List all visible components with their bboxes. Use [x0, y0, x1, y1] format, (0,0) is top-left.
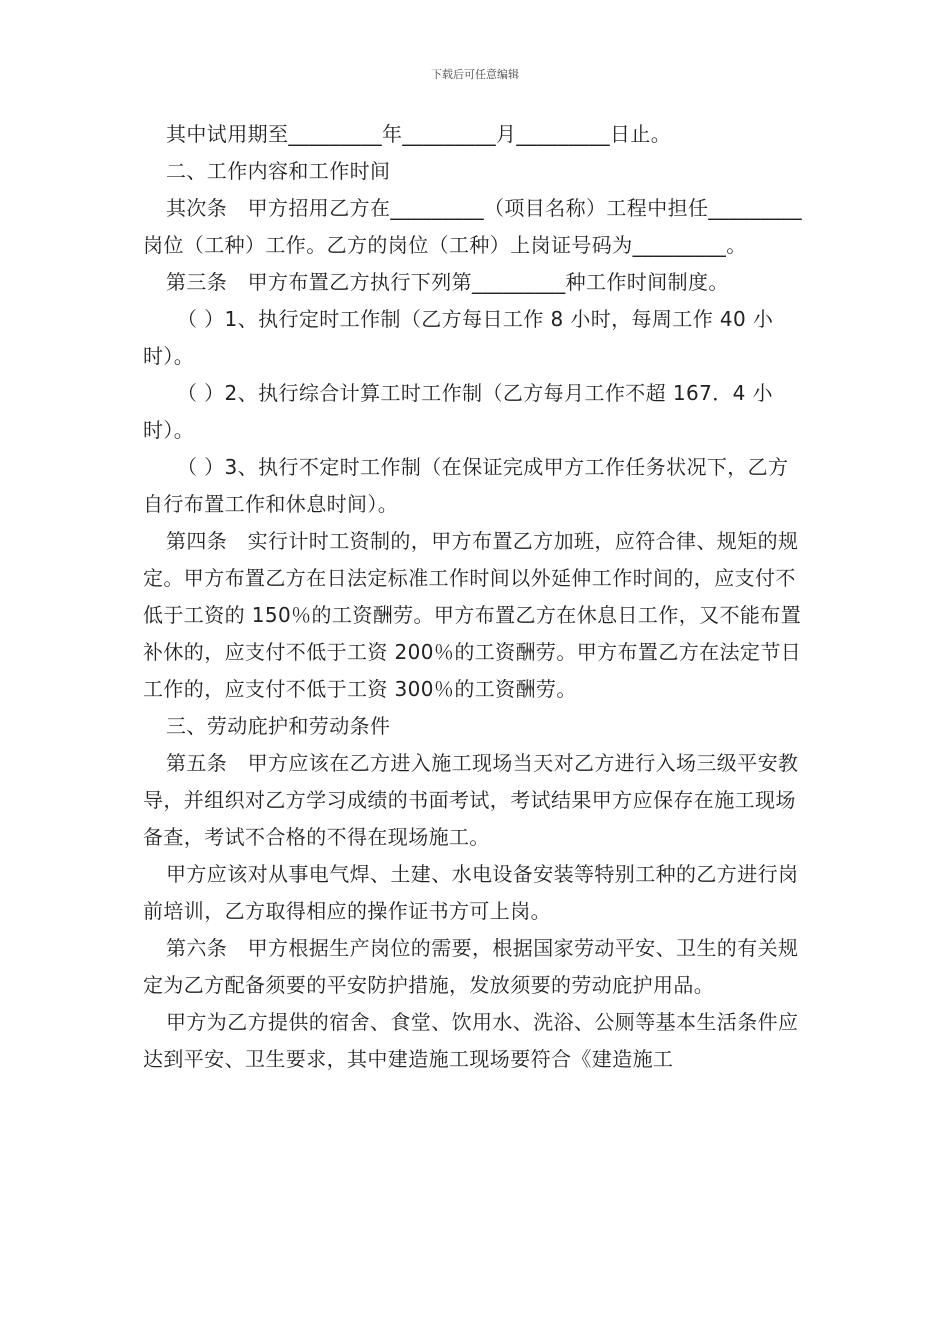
document-body	[143, 116, 807, 1078]
article-6: 第六条 甲方根据生产岗位的需要，根据国家劳动平安、卫生的有关规定为乙方配备须要的平安防护措施，发放须要的劳动庇护用品。	[143, 936, 799, 997]
article-4: 第四条 实行计时工资制的，甲方布置乙方加班，应符合律、规矩的规定。甲方布置乙方在日法定标准工作时间以外延伸工作时间的，应支付不低于工资的 150％的工资酬劳。甲方布置乙方在休息日工作，又不能布置补休的，应支付不低于工资 200％的工资酬劳。甲方布置乙方在法定节日工作的，应支付不低于工资 300％的工资酬劳。	[143, 529, 802, 701]
option-fixed-hours: （ ）1、执行定时工作制（乙方每日工作 8 小时，每周工作 40 小时）。	[143, 307, 774, 368]
section-heading-work-content: 二、工作内容和工作时间	[166, 159, 391, 183]
paragraph-special-training: 甲方应该对从事电气焊、土建、水电设备安装等特别工种的乙方进行岗前培训，乙方取得相应的操作证书方可上岗。	[143, 862, 799, 923]
paragraph-living-conditions: 甲方为乙方提供的宿舍、食堂、饮用水、洗浴、公厕等基本生活条件应达到平安、卫生要求，其中建造施工现场要符合《建造施工	[143, 1010, 799, 1071]
page-header: 下载后可任意编辑	[431, 68, 519, 81]
section-heading-labor-protection: 三、劳动庇护和劳动条件	[166, 714, 391, 738]
article-3: 第三条 甲方布置乙方执行下列第_________种工作时间制度。	[166, 270, 729, 294]
option-comprehensive-hours: （ ）2、执行综合计算工时工作制（乙方每月工作不超 167．4 小时）。	[143, 381, 773, 442]
paragraph-probation-period: 其中试用期至_________年_________月_________日止。	[166, 122, 672, 146]
article-2: 其次条 甲方招用乙方在_________（项目名称）工程中担任_________岗位（工种）工作。乙方的岗位（工种）上岗证号码为_________。	[143, 196, 802, 257]
option-flexible-hours: （ ）3、执行不定时工作制（在保证完成甲方工作任务状况下，乙方自行布置工作和休息时间）。	[143, 455, 789, 516]
article-5: 第五条 甲方应该在乙方进入施工现场当天对乙方进行入场三级平安教导，并组织对乙方学习成绩的书面考试，考试结果甲方应保存在施工现场备查，考试不合格的不得在现场施工。	[143, 751, 799, 849]
